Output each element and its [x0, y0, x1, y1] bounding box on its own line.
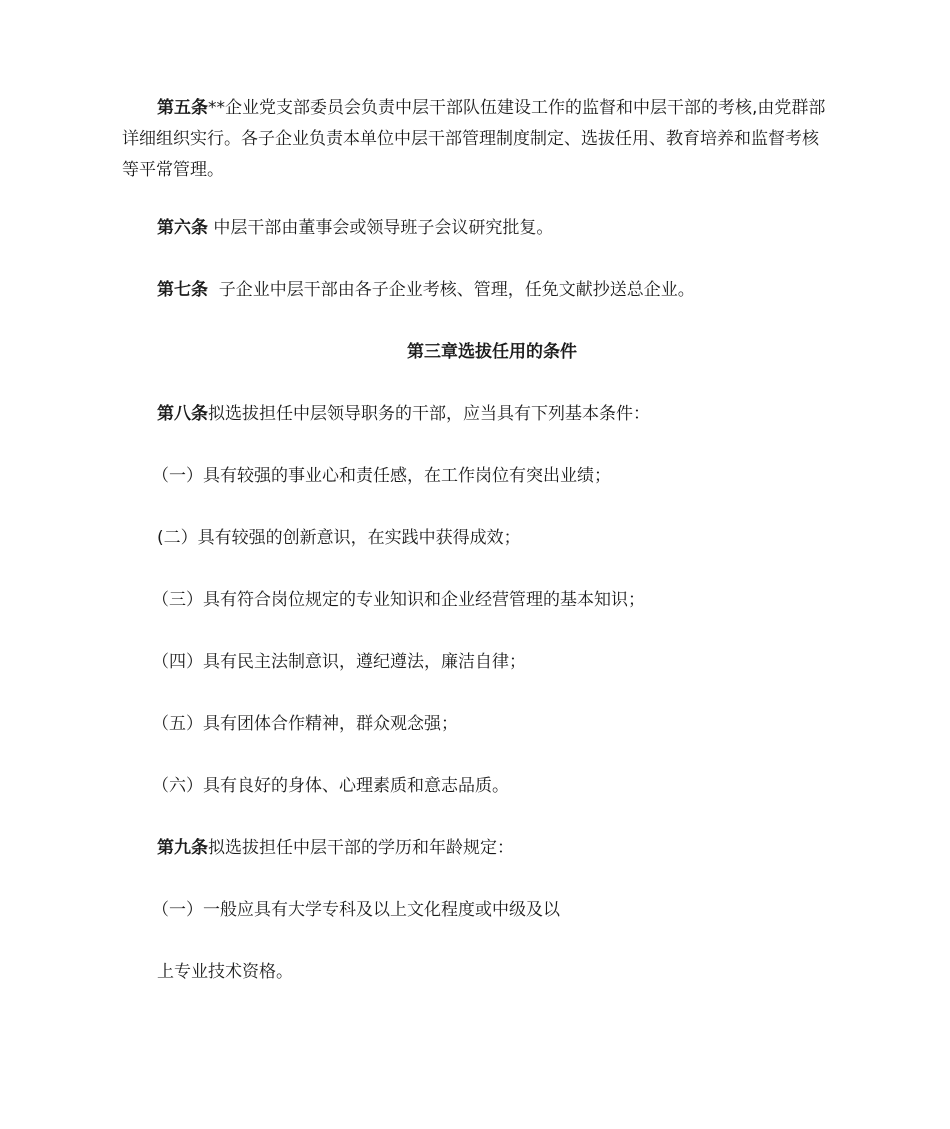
- condition-item: (二）具有较强的创新意识，在实践中获得成效；: [157, 528, 521, 548]
- article-7: [122, 275, 832, 306]
- article-7-label: 第七条: [157, 280, 208, 300]
- article-8-text: 拟选拔担任中层领导职务的干部，应当具有下列基本条件：: [208, 404, 650, 424]
- condition-item: （一）具有较强的事业心和责任感，在工作岗位有突出业绩；: [152, 466, 611, 486]
- article-6-label: 第六条: [157, 218, 208, 238]
- condition-item: （五）具有团体合作精神，群众观念强；: [152, 714, 458, 734]
- article-9-text: 拟选拔担任中层干部的学历和年龄规定：: [208, 838, 514, 858]
- article-5-text: **企业党支部委员会负责中层干部队伍建设工作的监督和中层干部的考核,由党群部详细组织实行。各子企业负责本单位中层干部管理制度制定、选拔任用、教育培养和监督考核等平常管理。: [122, 98, 826, 180]
- article-5: [122, 93, 832, 186]
- article-9-item: （一）一般应具有大学专科及以上文化程度或中级及以: [152, 900, 560, 920]
- article-7-text: 子企业中层干部由各子企业考核、管理，任免文献抄送总企业。: [208, 280, 695, 300]
- article-6-text: 中层干部由董事会或领导班子会议研究批复。: [208, 218, 554, 238]
- article-8: [122, 399, 832, 430]
- article-6: [122, 213, 832, 244]
- article-9: [122, 833, 832, 864]
- article-8-label: 第八条: [157, 404, 208, 424]
- article-9-item-continuation: 上专业技术资格。: [157, 962, 293, 982]
- condition-item: （六）具有良好的身体、心理素质和意志品质。: [152, 776, 509, 796]
- chapter-heading: 第三章选拔任用的条件: [407, 342, 577, 362]
- condition-item: （三）具有符合岗位规定的专业知识和企业经营管理的基本知识；: [152, 590, 645, 610]
- article-5-label: 第五条: [157, 98, 208, 118]
- condition-item: （四）具有民主法制意识，遵纪遵法，廉洁自律；: [152, 652, 526, 672]
- article-9-label: 第九条: [157, 838, 208, 858]
